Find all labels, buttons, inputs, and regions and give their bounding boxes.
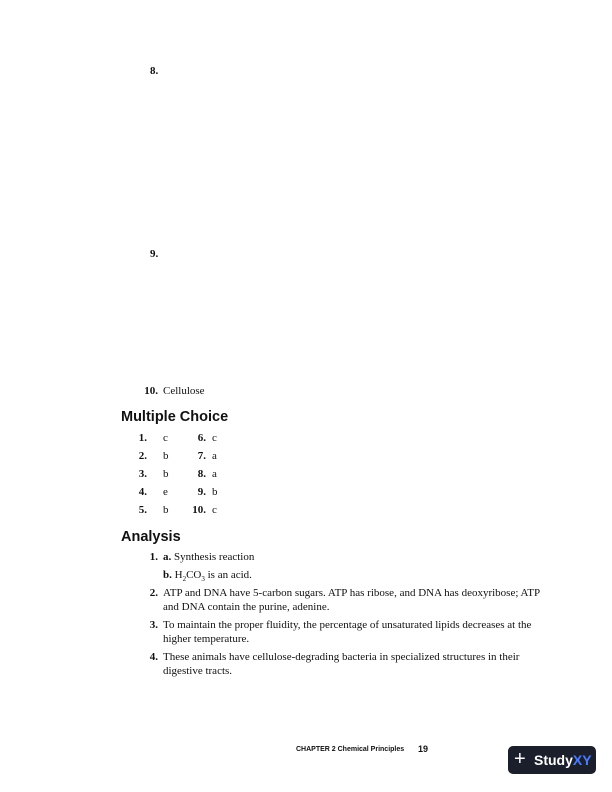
analysis-item-text: ATP and DNA have 5-carbon sugars. ATP has ribose, and DNA has deoxyribose; ATP and DNA contain the purine, adenine.	[163, 587, 540, 613]
analysis-item-number: 4.	[149, 651, 158, 663]
mc-number: 1.	[138, 432, 147, 444]
mc-answer: c	[212, 432, 217, 444]
analysis-item-1b-body	[163, 568, 560, 586]
question-8-number: 8.	[150, 65, 159, 77]
sub-item-text: is an acid.	[204, 569, 252, 581]
mc-number: 5.	[138, 504, 147, 516]
mc-answer: c	[212, 504, 217, 516]
mc-row	[140, 486, 260, 500]
sub-item-label: b.	[163, 569, 172, 581]
analysis-heading: Analysis	[121, 529, 181, 545]
plus-icon: +	[514, 748, 526, 770]
analysis-item-text: To maintain the proper fluidity, the percentage of unsaturated lipids decreases at the higher temperature.	[163, 619, 532, 645]
footer-page-number: 19	[418, 744, 429, 754]
question-9-number: 9.	[150, 248, 159, 260]
mc-number: 10.	[192, 504, 206, 516]
mc-answer: a	[212, 468, 217, 480]
multiple-choice-heading: Multiple Choice	[121, 409, 229, 425]
analysis-item-number: 2.	[149, 587, 158, 599]
mc-number: 8.	[197, 468, 206, 480]
analysis-item-1a-body	[163, 550, 560, 564]
studyxy-logo	[508, 746, 596, 774]
mc-row	[140, 450, 260, 464]
question-10-answer: Cellulose	[163, 385, 205, 397]
mc-answer: b	[163, 468, 169, 480]
analysis-item-number: 1.	[149, 551, 158, 563]
footer-chapter: CHAPTER 2 Chemical Principles	[296, 746, 405, 753]
question-10-number: 10.	[144, 385, 158, 397]
mc-answer: a	[212, 450, 217, 462]
logo-wordmark: StudyXY	[534, 752, 592, 768]
sub-item-text: Synthesis reaction	[174, 551, 255, 563]
mc-answer: c	[163, 432, 168, 444]
mc-number: 6.	[197, 432, 206, 444]
analysis-item-text: These animals have cellulose-degrading bacteria in specialized structures in their digestive tracts.	[163, 651, 520, 677]
formula: $H_2CO_3$	[174, 569, 205, 584]
mc-number: 7.	[197, 450, 206, 462]
mc-row	[140, 432, 260, 446]
mc-answer: b	[163, 504, 169, 516]
mc-number: 4.	[138, 486, 147, 498]
mc-row	[140, 468, 260, 482]
mc-number: 9.	[197, 486, 206, 498]
mc-number: 3.	[138, 468, 147, 480]
sub-item-label: a.	[163, 551, 172, 563]
mc-number: 2.	[138, 450, 147, 462]
analysis-item-number: 3.	[149, 619, 158, 631]
mc-row	[140, 504, 260, 518]
mc-answer: b	[212, 486, 218, 498]
mc-answer: b	[163, 450, 169, 462]
mc-answer: e	[163, 486, 168, 498]
